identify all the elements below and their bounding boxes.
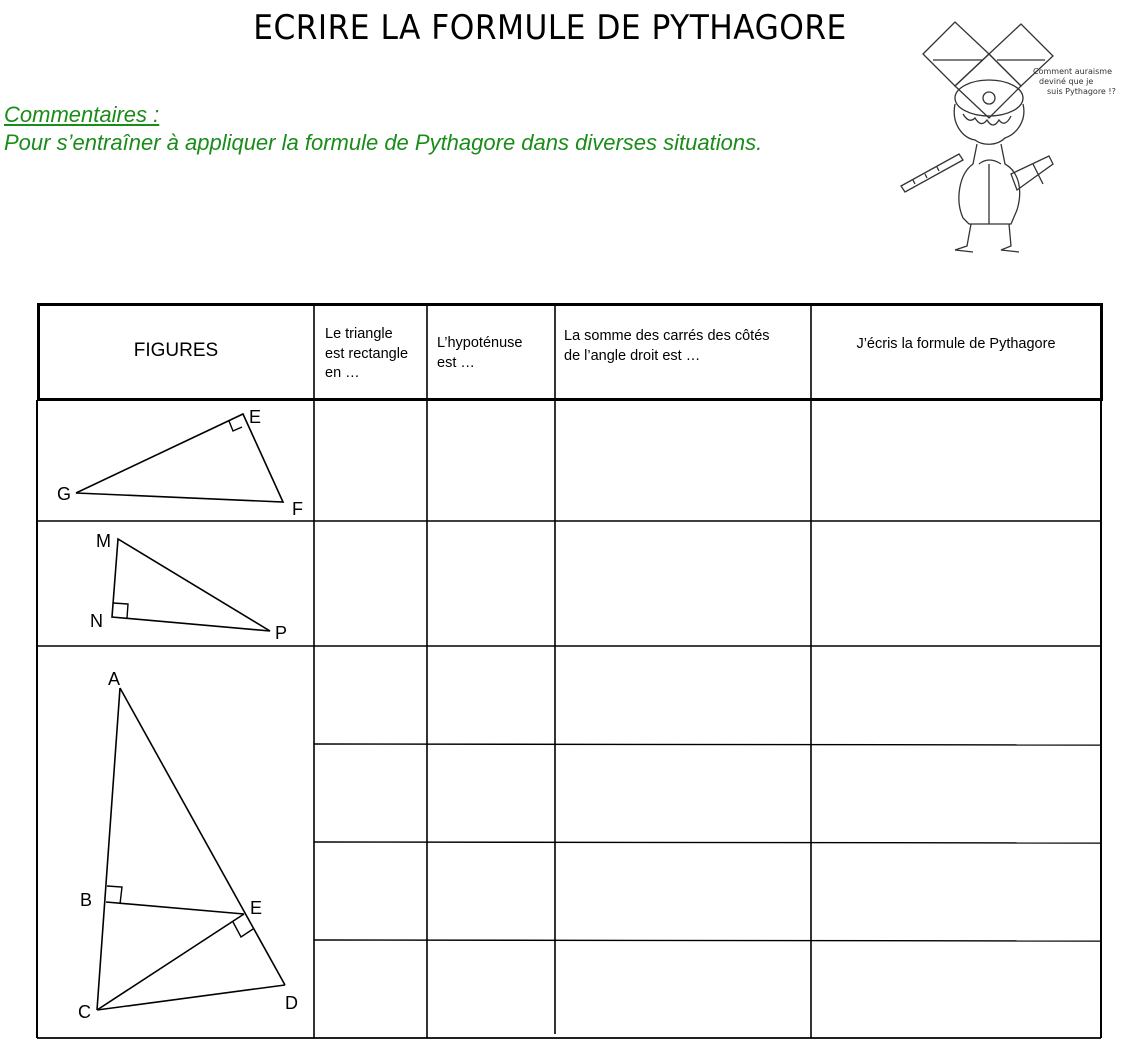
header-rectangle-line: en … xyxy=(325,365,360,381)
vertex-label-p: P xyxy=(275,623,288,643)
answer-cell-formula-row4[interactable] xyxy=(812,746,1100,841)
composite-triangles-figure xyxy=(40,648,312,1036)
page-title: ECRIRE LA FORMULE DE PYTHAGORE xyxy=(253,8,847,48)
vertex-label-m: M xyxy=(96,531,111,551)
vertex-label-a: A xyxy=(108,669,121,689)
segment-ce xyxy=(97,914,244,1010)
mascot-speech-line-3: suis Pythagore !? xyxy=(1047,87,1116,96)
vertex-label-d: D xyxy=(285,993,298,1013)
answer-cell-rectangle-row3[interactable] xyxy=(315,647,426,743)
answer-cell-sum-row1[interactable] xyxy=(556,401,810,520)
right-angle-mark-e xyxy=(233,922,253,937)
answer-cell-rectangle-row4[interactable] xyxy=(315,746,426,841)
answer-cell-formula-row6[interactable] xyxy=(812,942,1100,1037)
answer-cell-formula-row1[interactable] xyxy=(812,401,1100,520)
answer-cell-sum-row4[interactable] xyxy=(556,746,810,841)
header-rectangle-line: est rectangle xyxy=(325,345,409,362)
answer-cell-rectangle-row1[interactable] xyxy=(315,401,426,520)
vertex-label-g: G xyxy=(57,484,72,504)
answer-cell-sum-row2[interactable] xyxy=(556,522,810,645)
header-figures: FIGURES xyxy=(133,340,219,361)
answer-cell-hypotenuse-row3[interactable] xyxy=(428,647,554,743)
comment-text: Pour s’entraîner à appliquer la formule de Pythagore dans diverses situations. xyxy=(4,130,763,155)
vertex-label-e: E xyxy=(249,407,262,427)
segment-ac xyxy=(97,688,120,1010)
vertex-label-e: E xyxy=(250,898,263,918)
segment-cd xyxy=(97,985,285,1010)
mascot-speech-line-1: Comment auraisme xyxy=(1033,67,1113,76)
answer-cell-sum-row3[interactable] xyxy=(556,647,810,743)
header-rectangle-line: Le triangle xyxy=(325,326,393,342)
header-hypotenuse-line: L’hypoténuse xyxy=(437,335,523,351)
answer-cell-sum-row6[interactable] xyxy=(556,942,810,1037)
header-hypotenuse-line: est … xyxy=(437,354,475,371)
segment-be xyxy=(106,902,244,914)
answer-cell-formula-row5[interactable] xyxy=(812,844,1100,939)
answer-cell-hypotenuse-row2[interactable] xyxy=(428,522,554,645)
vertex-label-n: N xyxy=(90,611,103,631)
triangle-mnp-figure xyxy=(40,523,312,645)
comment-label: Commentaires : xyxy=(4,102,160,127)
header-sum-line: La somme des carrés des côtés xyxy=(564,328,770,344)
mascot-speech-line-2: deviné que je xyxy=(1039,77,1094,86)
answer-cell-formula-row2[interactable] xyxy=(812,522,1100,645)
right-angle-mark xyxy=(113,603,128,618)
answer-cell-rectangle-row2[interactable] xyxy=(315,522,426,645)
answer-cell-hypotenuse-row4[interactable] xyxy=(428,746,554,841)
right-angle-mark-b xyxy=(107,886,122,904)
answer-cell-rectangle-row6[interactable] xyxy=(315,942,426,1037)
answer-cell-hypotenuse-row6[interactable] xyxy=(428,942,554,1037)
answer-cell-sum-row5[interactable] xyxy=(556,844,810,939)
answer-cell-rectangle-row5[interactable] xyxy=(315,844,426,939)
triangle-mnp xyxy=(112,539,270,631)
header-sum xyxy=(564,327,770,366)
triangle-efg xyxy=(76,414,283,502)
answer-cell-formula-row3[interactable] xyxy=(812,647,1100,743)
vertex-label-f: F xyxy=(292,499,303,519)
answer-cell-hypotenuse-row1[interactable] xyxy=(428,401,554,520)
header-hypotenuse xyxy=(437,334,522,373)
right-angle-mark xyxy=(229,421,242,431)
vertex-label-c: C xyxy=(78,1002,91,1022)
triangle-efg-figure xyxy=(40,401,312,520)
header-sum-line: de l’angle droit est … xyxy=(564,347,701,364)
header-rectangle xyxy=(325,325,408,384)
answer-cell-hypotenuse-row5[interactable] xyxy=(428,844,554,939)
header-formula: J’écris la formule de Pythagore xyxy=(856,336,1056,352)
vertex-label-b: B xyxy=(80,890,93,910)
